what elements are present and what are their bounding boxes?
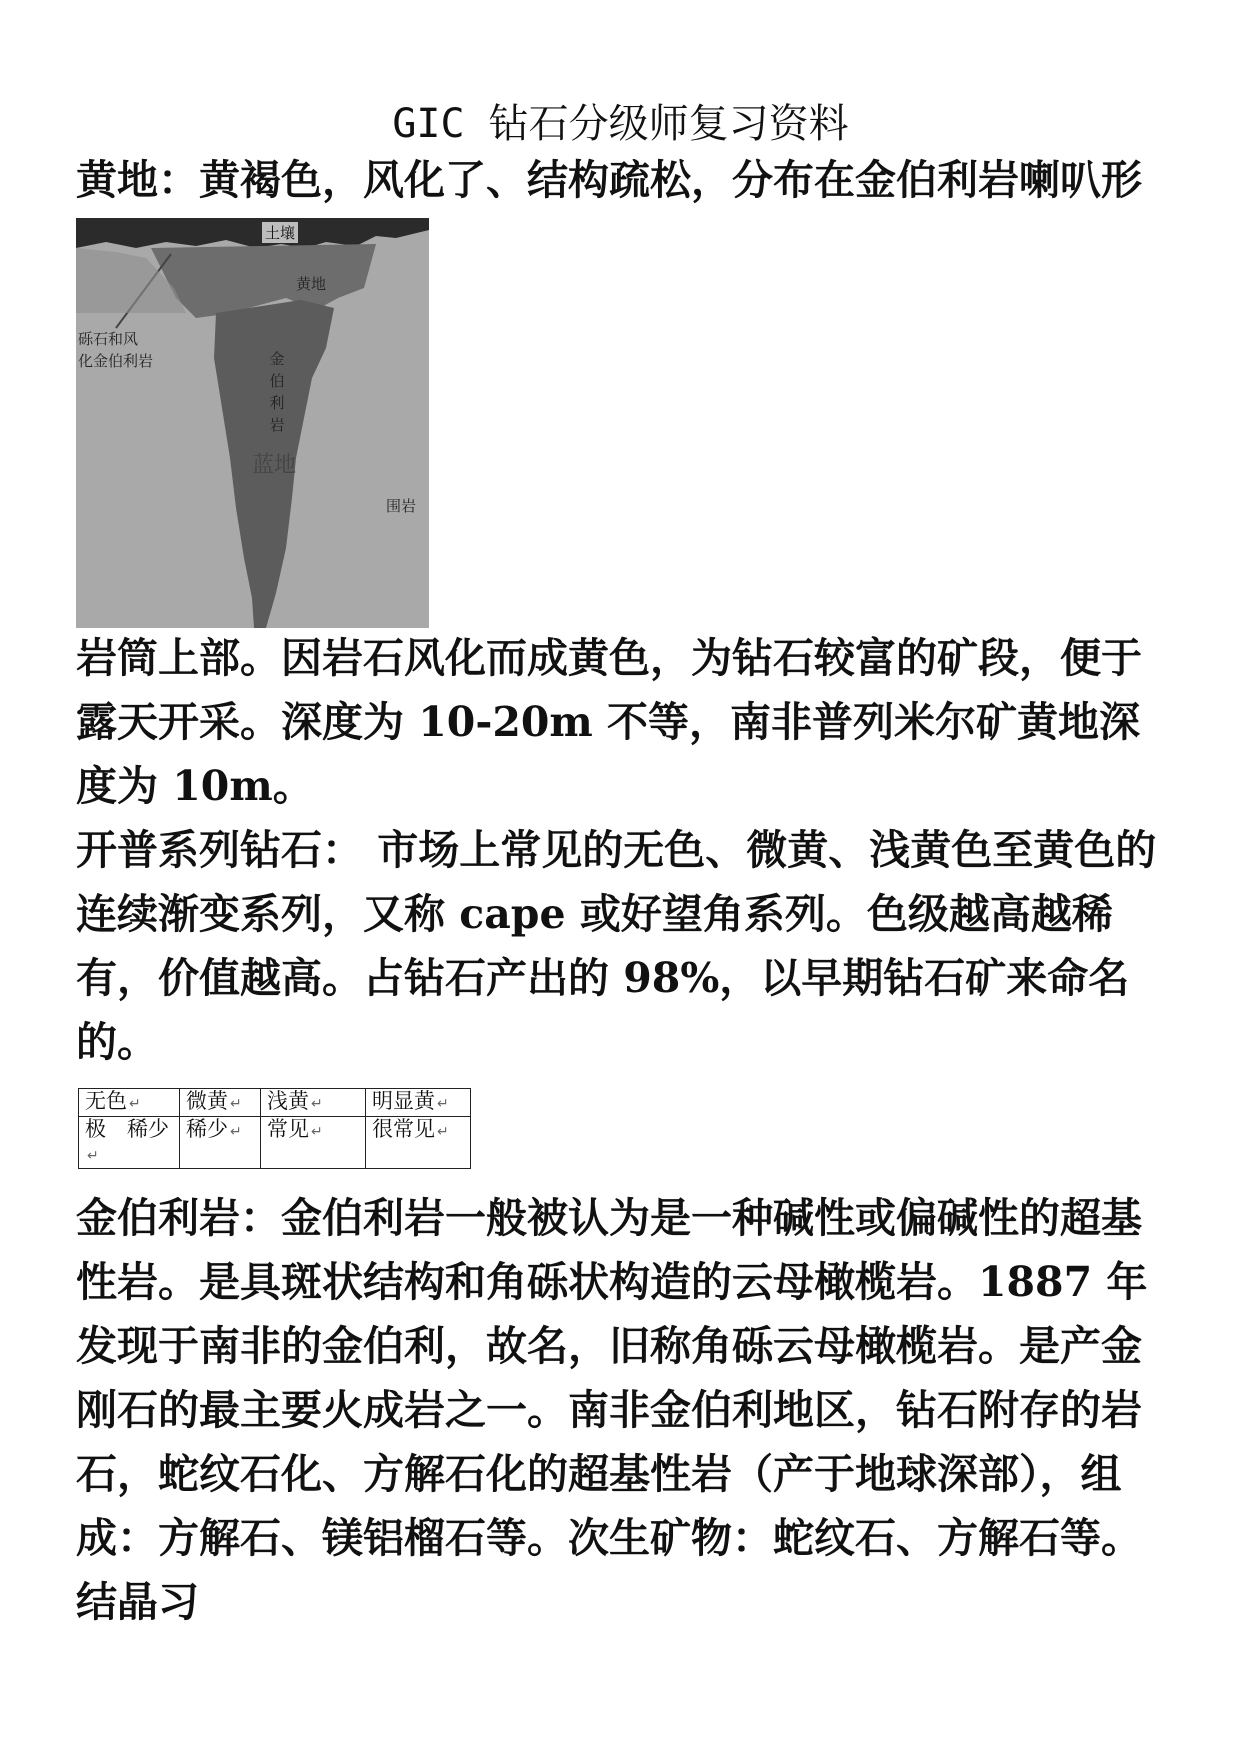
yellow-ground-paragraph: 岩筒上部。因岩石风化而成黄色，为钻石较富的矿段，便于露天开采。深度为 10-20m 不等，南非普列米尔矿黄地深度为 10m。 <box>76 634 1142 810</box>
label-country-rock: 围岩 <box>386 497 417 515</box>
table-header-cell: 微黄 ↵ <box>180 1089 261 1117</box>
label-gravel-line2: 化金伯利岩 <box>78 352 154 370</box>
label-yellow-ground: 黄地 <box>296 275 327 293</box>
table-cell: 很常见 ↵ <box>366 1117 471 1169</box>
label-gravel-line1: 砾石和风 <box>78 330 139 348</box>
table-header-cell: 明显黄 ↵ <box>366 1089 471 1117</box>
kimberlite-paragraph: 金伯利岩：金伯利岩一般被认为是一种碱性或偏碱性的超基性岩。是具斑状结构和角砾状构造的云母橄榄岩。1887 年发现于南非的金伯利，故名，旧称角砾云母橄榄岩。是产金刚石的最主要火成岩之一。南非金伯利地区，钻石附存的岩石，蛇纹石化、方解石化的超基性岩（产于地球深部），组成：方解石、镁铝榴石等。次生矿物：蛇纹石、方解石等。结晶习 <box>76 1194 1148 1626</box>
table-header-cell: 浅黄 ↵ <box>261 1089 366 1117</box>
table-row <box>79 1089 471 1117</box>
label-soil: 土壤 <box>262 222 298 243</box>
table-cell: 常见 ↵ <box>261 1117 366 1169</box>
table-header-cell: 无色 ↵ <box>79 1089 180 1117</box>
label-kimberlite: 金伯利岩 <box>269 350 285 434</box>
cape-series-paragraph: 开普系列钻石： 市场上常见的无色、微黄、浅黄色至黄色的连续渐变系列，又称 cape 或好望角系列。色级越高越稀有，价值越高。占钻石产出的 98%，以早期钻石矿来命名的。 <box>76 826 1157 1066</box>
table-cell: 极 稀少↵ <box>79 1117 180 1169</box>
kimberlite-pipe-figure <box>76 218 429 628</box>
yellow-ground-heading: 黄地：黄褐色，风化了、结构疏松，分布在金伯利岩喇叭形 <box>76 156 1142 204</box>
document-title: GIC 钻石分级师复习资料 <box>392 101 849 147</box>
table-cell: 稀少 ↵ <box>180 1117 261 1169</box>
kimberlite-pipe-diagram <box>76 218 429 628</box>
color-grade-table <box>78 1088 471 1169</box>
label-blue-ground: 蓝地 <box>252 453 297 478</box>
table-row <box>79 1117 471 1169</box>
